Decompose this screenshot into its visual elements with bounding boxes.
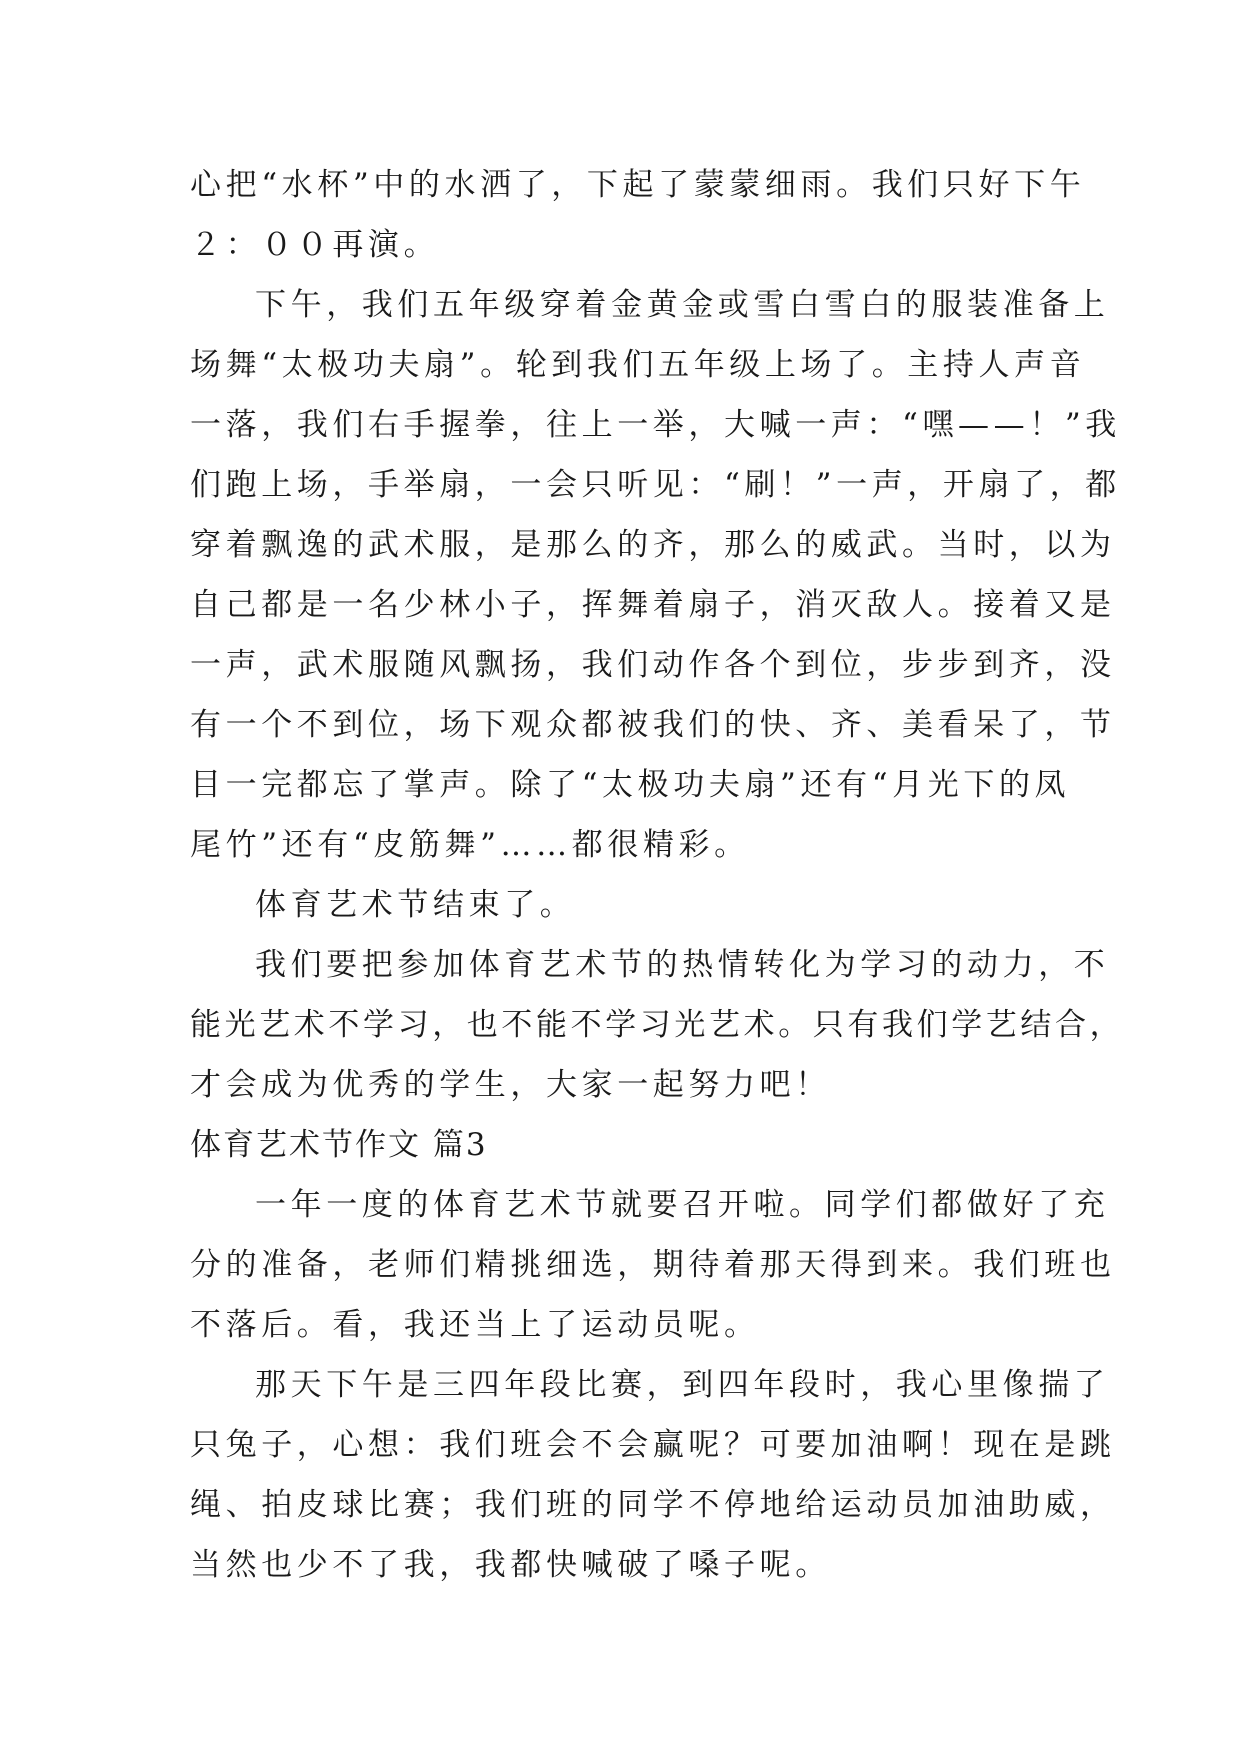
paragraph-start-line: 下午，我们五年级穿着金黄金或雪白雪白的服装准备上 — [255, 287, 1110, 323]
text-line: 分的准备，老师们精挑细选，期待着那天得到来。我们班也 — [190, 1247, 1116, 1283]
text-line: 们跑上场，手举扇，一会只听见：“刷！”一声，开扇了，都 — [190, 467, 1121, 503]
text-line: 才会成为优秀的学生，大家一起努力吧！ — [190, 1067, 831, 1103]
text-line: 绳、拍皮球比赛；我们班的同学不停地给运动员加油助威， — [190, 1487, 1116, 1523]
text-line: 一落，我们右手握拳，往上一举，大喊一声：“嘿——！”我 — [190, 407, 1121, 443]
paragraph-start-line: 一年一度的体育艺术节就要召开啦。同学们都做好了充 — [255, 1187, 1110, 1223]
text-line: 一声，武术服随风飘扬，我们动作各个到位，步步到齐，没 — [190, 647, 1116, 683]
text-line: 能光艺术不学习，也不能不学习光艺术。只有我们学艺结合， — [190, 1007, 1125, 1043]
section-heading: 体育艺术节作文 篇3 — [190, 1127, 488, 1163]
paragraph-start-line: 我们要把参加体育艺术节的热情转化为学习的动力，不 — [255, 947, 1110, 983]
text-line: 当然也少不了我，我都快喊破了嗓子呢。 — [190, 1547, 831, 1583]
text-line: 穿着飘逸的武术服，是那么的齐，那么的威武。当时，以为 — [190, 527, 1116, 563]
text-line: 目一完都忘了掌声。除了“太极功夫扇”还有“月光下的凤 — [190, 767, 1071, 803]
paragraph-start-line: 体育艺术节结束了。 — [255, 887, 576, 923]
text-line: 不落后。看，我还当上了运动员呢。 — [190, 1307, 760, 1343]
text-line: 自己都是一名少林小子，挥舞着扇子，消灭敌人。接着又是 — [190, 587, 1116, 623]
text-line: 只兔子，心想：我们班会不会赢呢？可要加油啊！现在是跳 — [190, 1427, 1116, 1463]
text-line: ２：００再演。 — [190, 227, 440, 263]
text-line: 心把“水杯”中的水洒了，下起了蒙蒙细雨。我们只好下午 — [190, 167, 1086, 203]
text-line: 尾竹”还有“皮筋舞”……都很精彩。 — [190, 827, 750, 863]
text-line: 场舞“太极功夫扇”。轮到我们五年级上场了。主持人声音 — [190, 347, 1086, 383]
text-line: 有一个不到位，场下观众都被我们的快、齐、美看呆了，节 — [190, 707, 1116, 743]
paragraph-start-line: 那天下午是三四年段比赛，到四年段时，我心里像揣了 — [255, 1367, 1110, 1403]
